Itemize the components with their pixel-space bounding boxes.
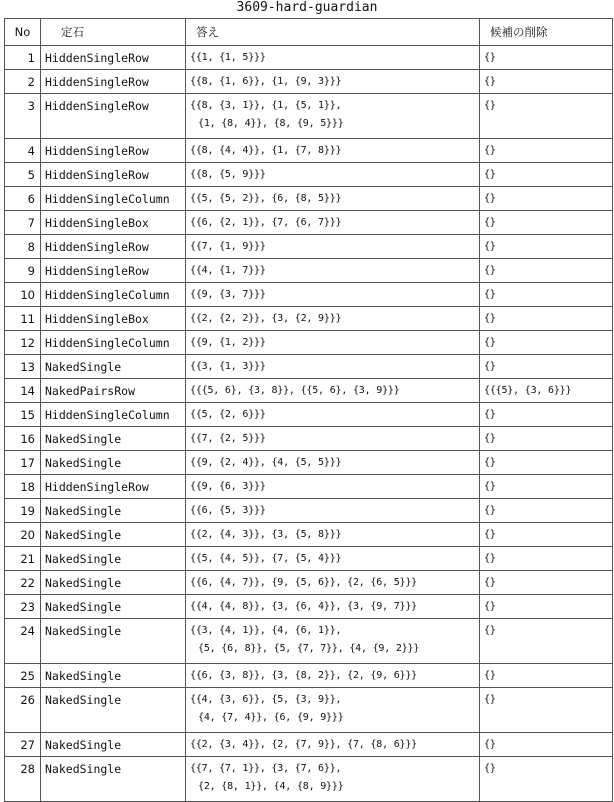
technique-table <box>4 18 613 802</box>
answer-line: {{8, {4, 4}}, {1, {7, 8}}} <box>190 145 342 156</box>
row-number-text: 15 <box>20 408 35 422</box>
answer-cell <box>186 757 480 802</box>
technique-name: HiddenSingleColumn <box>45 192 170 206</box>
answer-line: {{3, {1, 3}}} <box>190 361 266 372</box>
row-number-text: 12 <box>20 336 35 350</box>
technique-name: HiddenSingleRow <box>45 51 149 65</box>
row-number-text: 11 <box>20 312 35 326</box>
technique-name: NakedSingle <box>45 762 122 776</box>
table-row <box>5 163 613 187</box>
candidate-removal-cell <box>480 259 613 283</box>
candidate-removal-cell <box>480 595 613 619</box>
candidate-removal-value: {} <box>484 193 496 204</box>
candidate-removal-cell <box>480 163 613 187</box>
row-number <box>5 733 41 757</box>
technique-cell <box>41 355 186 379</box>
row-number-text: 6 <box>27 192 35 206</box>
technique-name: NakedSingle <box>45 576 122 590</box>
technique-cell <box>41 595 186 619</box>
candidate-removal-value: {} <box>484 739 496 750</box>
technique-name: NakedSingle <box>45 600 122 614</box>
answer-cell <box>186 94 480 139</box>
answer-cell <box>186 355 480 379</box>
answer-cell <box>186 403 480 427</box>
row-number-text: 1 <box>27 51 35 65</box>
technique-cell <box>41 499 186 523</box>
answer-cell <box>186 283 480 307</box>
answer-cell <box>186 259 480 283</box>
table-row <box>5 523 613 547</box>
row-number <box>5 619 41 664</box>
table-row <box>5 499 613 523</box>
table-row <box>5 688 613 733</box>
row-number <box>5 427 41 451</box>
answer-line: {2, {8, 1}}, {4, {8, 9}}} <box>198 781 344 792</box>
answer-line: {{5, {5, 2}}, {6, {8, 5}}} <box>190 193 342 204</box>
answer-cell <box>186 619 480 664</box>
candidate-removal-value: {} <box>484 145 496 156</box>
technique-name: HiddenSingleBox <box>45 312 149 326</box>
row-number <box>5 331 41 355</box>
answer-cell <box>186 595 480 619</box>
row-number <box>5 139 41 163</box>
technique-name: HiddenSingleRow <box>45 240 149 254</box>
candidate-removal-cell <box>480 475 613 499</box>
candidate-removal-cell <box>480 664 613 688</box>
candidate-removal-value: {} <box>484 337 496 348</box>
technique-name: NakedSingle <box>45 738 122 752</box>
answer-line: {1, {8, 4}}, {8, {9, 5}}} <box>198 118 344 129</box>
answer-line: {{7, {1, 9}}} <box>190 241 266 252</box>
candidate-removal-value: {} <box>484 409 496 420</box>
row-number <box>5 499 41 523</box>
row-number-text: 18 <box>20 480 35 494</box>
answer-line: {{{5, 6}, {3, 8}}, {{5, 6}, {3, 9}}} <box>190 385 400 396</box>
table-row <box>5 139 613 163</box>
technique-name: HiddenSingleColumn <box>45 408 170 422</box>
row-number-text: 28 <box>20 762 35 776</box>
answer-line: {{6, {3, 8}}, {3, {8, 2}}, {2, {9, 6}}} <box>190 670 417 681</box>
technique-cell <box>41 571 186 595</box>
candidate-removal-value: {} <box>484 601 496 612</box>
technique-cell <box>41 451 186 475</box>
table-row <box>5 733 613 757</box>
header-answer: 答え <box>186 19 480 46</box>
technique-name: HiddenSingleRow <box>45 264 149 278</box>
row-number-text: 27 <box>20 738 35 752</box>
answer-cell <box>186 688 480 733</box>
row-number-text: 8 <box>27 240 35 254</box>
answer-cell <box>186 307 480 331</box>
answer-line: {{4, {4, 8}}, {3, {6, 4}}, {3, {9, 7}}} <box>190 601 417 612</box>
answer-cell <box>186 523 480 547</box>
table-row <box>5 595 613 619</box>
candidate-removal-value: {} <box>484 694 496 705</box>
technique-cell <box>41 664 186 688</box>
row-number-text: 2 <box>27 75 35 89</box>
candidate-removal-cell <box>480 307 613 331</box>
candidate-removal-value: {} <box>484 670 496 681</box>
candidate-removal-cell <box>480 499 613 523</box>
candidate-removal-cell <box>480 571 613 595</box>
technique-cell <box>41 733 186 757</box>
row-number <box>5 259 41 283</box>
technique-name: NakedSingle <box>45 360 122 374</box>
row-number <box>5 475 41 499</box>
answer-cell <box>186 427 480 451</box>
technique-cell <box>41 688 186 733</box>
row-number <box>5 187 41 211</box>
row-number-text: 20 <box>20 528 35 542</box>
row-number <box>5 523 41 547</box>
table-row <box>5 235 613 259</box>
row-number-text: 21 <box>20 552 35 566</box>
row-number <box>5 757 41 802</box>
candidate-removal-cell <box>480 733 613 757</box>
technique-name: HiddenSingleRow <box>45 75 149 89</box>
technique-name: NakedPairsRow <box>45 384 136 398</box>
row-number <box>5 211 41 235</box>
candidate-removal-value: {} <box>484 577 496 588</box>
header-no: No <box>5 19 41 46</box>
candidate-removal-cell <box>480 523 613 547</box>
header-technique: 定石 <box>41 19 186 46</box>
row-number-text: 22 <box>20 576 35 590</box>
technique-cell <box>41 403 186 427</box>
row-number-text: 19 <box>20 504 35 518</box>
candidate-removal-value: {} <box>484 217 496 228</box>
row-number-text: 5 <box>27 168 35 182</box>
candidate-removal-value: {} <box>484 265 496 276</box>
row-number <box>5 283 41 307</box>
candidate-removal-value: {} <box>484 361 496 372</box>
table-row <box>5 379 613 403</box>
row-number-text: 10 <box>20 288 35 302</box>
row-number <box>5 595 41 619</box>
table-row <box>5 757 613 802</box>
answer-cell <box>186 187 480 211</box>
technique-cell <box>41 307 186 331</box>
candidate-removal-cell <box>480 427 613 451</box>
table-row <box>5 403 613 427</box>
answer-line: {{6, {2, 1}}, {7, {6, 7}}} <box>190 217 342 228</box>
page-title: 3609-hard-guardian <box>236 0 378 15</box>
technique-cell <box>41 619 186 664</box>
row-number <box>5 379 41 403</box>
answer-line: {{8, {5, 9}}} <box>190 169 266 180</box>
row-number <box>5 664 41 688</box>
answer-cell <box>186 499 480 523</box>
candidate-removal-value: {} <box>484 505 496 516</box>
table-row <box>5 451 613 475</box>
answer-cell <box>186 571 480 595</box>
technique-name: HiddenSingleRow <box>45 144 149 158</box>
candidate-removal-value: {} <box>484 241 496 252</box>
table-body <box>5 46 613 802</box>
row-number <box>5 307 41 331</box>
answer-cell <box>186 139 480 163</box>
table-row <box>5 307 613 331</box>
row-number-text: 9 <box>27 264 35 278</box>
row-number-text: 13 <box>20 360 35 374</box>
row-number-text: 23 <box>20 600 35 614</box>
table-row <box>5 571 613 595</box>
answer-line: {{9, {3, 7}}} <box>190 289 266 300</box>
candidate-removal-cell <box>480 688 613 733</box>
row-number <box>5 94 41 139</box>
candidate-removal-cell <box>480 187 613 211</box>
candidate-removal-cell <box>480 451 613 475</box>
technique-cell <box>41 547 186 571</box>
technique-cell <box>41 94 186 139</box>
table-row <box>5 187 613 211</box>
answer-line: {{1, {1, 5}}} <box>190 52 266 63</box>
row-number <box>5 688 41 733</box>
candidate-removal-cell <box>480 331 613 355</box>
candidate-removal-value: {} <box>484 289 496 300</box>
answer-line: {{9, {6, 3}}} <box>190 481 266 492</box>
table-row <box>5 70 613 94</box>
candidate-removal-cell <box>480 94 613 139</box>
row-number <box>5 451 41 475</box>
answer-line: {{5, {2, 6}}} <box>190 409 266 420</box>
table-row <box>5 619 613 664</box>
answer-line: {{2, {3, 4}}, {2, {7, 9}}, {7, {8, 6}}} <box>190 739 417 750</box>
table-row <box>5 331 613 355</box>
answer-cell <box>186 163 480 187</box>
answer-line: {{4, {3, 6}}, {5, {3, 9}}, <box>190 694 342 705</box>
candidate-removal-value: {} <box>484 481 496 492</box>
technique-cell <box>41 259 186 283</box>
answer-cell <box>186 235 480 259</box>
row-number-text: 24 <box>20 624 35 638</box>
technique-cell <box>41 139 186 163</box>
candidate-removal-value: {} <box>484 313 496 324</box>
row-number-text: 26 <box>20 693 35 707</box>
table-row <box>5 427 613 451</box>
technique-cell <box>41 46 186 70</box>
candidate-removal-value: {} <box>484 625 496 636</box>
row-number-text: 16 <box>20 432 35 446</box>
row-number-text: 4 <box>27 144 35 158</box>
row-number-text: 14 <box>20 384 35 398</box>
answer-line: {{6, {5, 3}}} <box>190 505 266 516</box>
candidate-removal-value: {} <box>484 763 496 774</box>
answer-line: {{4, {1, 7}}} <box>190 265 266 276</box>
answer-cell <box>186 547 480 571</box>
candidate-removal-value: {} <box>484 433 496 444</box>
answer-line: {{9, {1, 2}}} <box>190 337 266 348</box>
candidate-removal-cell <box>480 547 613 571</box>
candidate-removal-cell <box>480 139 613 163</box>
technique-name: NakedSingle <box>45 552 122 566</box>
technique-name: NakedSingle <box>45 669 122 683</box>
answer-cell <box>186 70 480 94</box>
technique-name: NakedSingle <box>45 504 122 518</box>
technique-name: HiddenSingleColumn <box>45 288 170 302</box>
row-number-text: 7 <box>27 216 35 230</box>
technique-cell <box>41 187 186 211</box>
candidate-removal-value: {} <box>484 100 496 111</box>
technique-cell <box>41 283 186 307</box>
row-number <box>5 235 41 259</box>
candidate-removal-cell <box>480 757 613 802</box>
table-row <box>5 547 613 571</box>
candidate-removal-value: {} <box>484 76 496 87</box>
technique-cell <box>41 379 186 403</box>
technique-name: NakedSingle <box>45 432 122 446</box>
row-number <box>5 163 41 187</box>
technique-cell <box>41 163 186 187</box>
technique-name: HiddenSingleColumn <box>45 336 170 350</box>
row-number <box>5 403 41 427</box>
row-number-text: 25 <box>20 669 35 683</box>
answer-cell <box>186 451 480 475</box>
technique-cell <box>41 211 186 235</box>
candidate-removal-cell <box>480 403 613 427</box>
answer-cell <box>186 475 480 499</box>
candidate-removal-cell <box>480 46 613 70</box>
answer-line: {{3, {4, 1}}, {4, {6, 1}}, <box>190 625 342 636</box>
answer-line: {{5, {4, 5}}, {7, {5, 4}}} <box>190 553 342 564</box>
row-number-text: 3 <box>27 99 35 113</box>
answer-line: {{6, {4, 7}}, {9, {5, 6}}, {2, {6, 5}}} <box>190 577 417 588</box>
answer-cell <box>186 46 480 70</box>
technique-name: HiddenSingleRow <box>45 480 149 494</box>
candidate-removal-value: {} <box>484 52 496 63</box>
technique-cell <box>41 70 186 94</box>
candidate-removal-value: {} <box>484 529 496 540</box>
technique-name: NakedSingle <box>45 624 122 638</box>
answer-line: {4, {7, 4}}, {6, {9, 9}}} <box>198 712 344 723</box>
header-candidate-removal: 候補の削除 <box>480 19 613 46</box>
technique-cell <box>41 523 186 547</box>
answer-line: {{2, {2, 2}}, {3, {2, 9}}} <box>190 313 342 324</box>
table-row <box>5 664 613 688</box>
technique-cell <box>41 235 186 259</box>
technique-name: HiddenSingleRow <box>45 99 149 113</box>
answer-cell <box>186 379 480 403</box>
answer-line: {{7, {7, 1}}, {3, {7, 6}}, <box>190 763 342 774</box>
table-row <box>5 355 613 379</box>
answer-cell <box>186 664 480 688</box>
table-row <box>5 283 613 307</box>
answer-line: {{8, {3, 1}}, {1, {5, 1}}, <box>190 100 342 111</box>
technique-name: NakedSingle <box>45 456 122 470</box>
candidate-removal-cell <box>480 379 613 403</box>
table-row <box>5 94 613 139</box>
row-number-text: 17 <box>20 456 35 470</box>
candidate-removal-cell <box>480 355 613 379</box>
header-row <box>5 19 613 46</box>
row-number <box>5 70 41 94</box>
technique-cell <box>41 331 186 355</box>
technique-cell <box>41 427 186 451</box>
answer-line: {{9, {2, 4}}, {4, {5, 5}}} <box>190 457 342 468</box>
answer-line: {{7, {2, 5}}} <box>190 433 266 444</box>
technique-name: HiddenSingleRow <box>45 168 149 182</box>
row-number <box>5 46 41 70</box>
row-number <box>5 571 41 595</box>
candidate-removal-cell <box>480 619 613 664</box>
candidate-removal-value: {} <box>484 553 496 564</box>
candidate-removal-value: {} <box>484 169 496 180</box>
candidate-removal-value: {{{5}, {3, 6}}} <box>484 385 572 396</box>
answer-line: {{2, {4, 3}}, {3, {5, 8}}} <box>190 529 342 540</box>
technique-name: NakedSingle <box>45 528 122 542</box>
candidate-removal-cell <box>480 283 613 307</box>
candidate-removal-cell <box>480 235 613 259</box>
candidate-removal-cell <box>480 70 613 94</box>
row-number <box>5 547 41 571</box>
answer-cell <box>186 211 480 235</box>
answer-line: {{8, {1, 6}}, {1, {9, 3}}} <box>190 76 342 87</box>
answer-cell <box>186 331 480 355</box>
candidate-removal-value: {} <box>484 457 496 468</box>
answer-line: {5, {6, 8}}, {5, {7, 7}}, {4, {9, 2}}} <box>198 643 420 654</box>
table-row <box>5 259 613 283</box>
answer-cell <box>186 733 480 757</box>
row-number <box>5 355 41 379</box>
technique-cell <box>41 757 186 802</box>
table-row <box>5 46 613 70</box>
technique-name: NakedSingle <box>45 693 122 707</box>
technique-name: HiddenSingleBox <box>45 216 149 230</box>
table-row <box>5 211 613 235</box>
candidate-removal-cell <box>480 211 613 235</box>
table-row <box>5 475 613 499</box>
technique-cell <box>41 475 186 499</box>
